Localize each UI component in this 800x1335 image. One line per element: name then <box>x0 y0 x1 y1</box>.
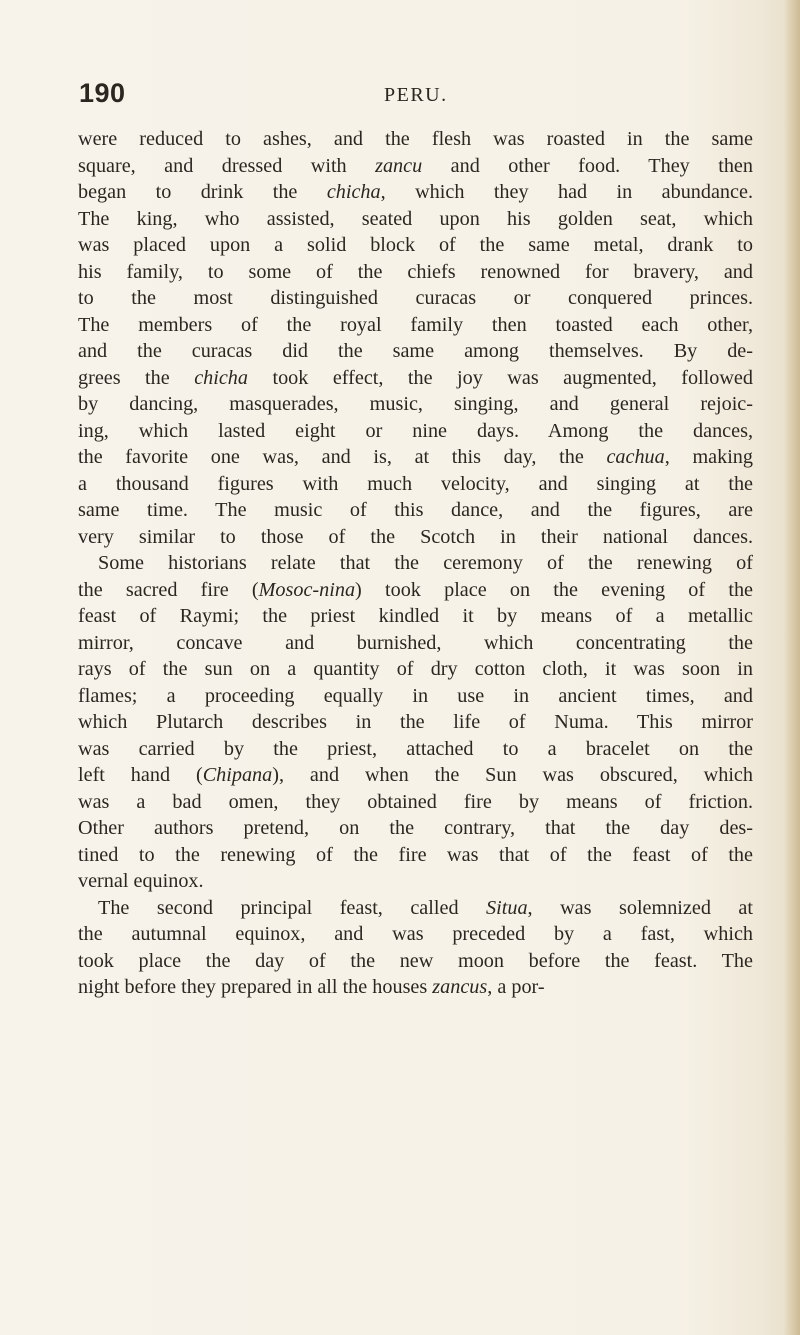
running-head: PERU. <box>384 84 448 106</box>
text-line <box>78 577 753 604</box>
text-run: vernal equinox. <box>78 870 204 892</box>
text-run: tined to the renewing of the fire was that of the feast of the <box>78 843 753 866</box>
text-run: same time. The music of this dance, and the figures, are <box>78 499 753 521</box>
text-line <box>78 656 753 683</box>
text-run: which Plutarch describes in the life of Numa. This mirror <box>78 711 753 733</box>
text-run: , was solemnized at <box>527 896 753 919</box>
text-run: ing, which lasted eight or nine days. Among the dances, <box>78 419 753 442</box>
italic-term: zancus <box>432 976 488 998</box>
text-run: left hand ( <box>78 764 203 786</box>
text-run: The king, who assisted, seated upon his golden seat, which <box>78 207 753 230</box>
text-line <box>78 550 753 577</box>
italic-term: chicha <box>326 181 381 203</box>
text-line <box>78 948 753 975</box>
text-run: and the curacas did the same among themselves. By de- <box>78 340 753 362</box>
page-header <box>0 78 800 118</box>
text-line <box>78 285 753 312</box>
text-line <box>78 524 753 551</box>
text-run: rays of the sun on a quantity of dry cotton cloth, it was soon in <box>78 658 753 680</box>
text-run: were reduced to ashes, and the flesh was roasted in the same <box>78 128 753 150</box>
text-line <box>78 312 753 339</box>
text-run: was carried by the priest, attached to a bracelet on the <box>78 737 753 760</box>
text-run: and other food. They then <box>422 154 753 177</box>
text-run: night before they prepared in all the houses <box>78 976 433 998</box>
text-line <box>78 497 753 524</box>
text-line <box>78 974 753 1001</box>
text-line <box>78 762 753 789</box>
text-run: to the most distinguished curacas or conquered princes. <box>78 287 753 309</box>
text-line <box>78 815 753 842</box>
text-line <box>78 418 753 445</box>
text-run: his family, to some of the chiefs renowned for bravery, and <box>78 260 753 283</box>
italic-term: chicha <box>194 366 248 389</box>
text-run: flames; a proceeding equally in use in ancient times, and <box>78 684 753 707</box>
text-run: mirror, concave and burnished, which concentrating the <box>78 631 753 654</box>
text-run: Some historians relate that the ceremony of the renewing of <box>98 552 753 574</box>
text-line <box>78 789 753 816</box>
text-line <box>78 842 753 869</box>
text-run: began to drink the <box>78 181 327 203</box>
text-line <box>78 868 753 895</box>
italic-term: Mosoc-nina <box>258 578 356 601</box>
text-run: , which they had in abundance. <box>380 181 753 203</box>
text-run: grees the <box>78 366 195 389</box>
text-run: Other authors pretend, on the contrary, that the day des- <box>78 817 753 839</box>
text-line <box>78 232 753 259</box>
text-run: a thousand figures with much velocity, and singing at the <box>78 472 753 495</box>
text-line <box>78 709 753 736</box>
text-run: the autumnal equinox, and was preceded by a fast, which <box>78 923 753 945</box>
text-line <box>78 206 753 233</box>
text-line <box>78 179 753 206</box>
text-run: square, and dressed with <box>78 154 376 177</box>
text-line <box>78 338 753 365</box>
body-text <box>78 126 753 1001</box>
italic-term: cachua <box>606 446 665 468</box>
text-run: very similar to those of the Scotch in their national dances. <box>78 525 753 548</box>
text-line <box>78 736 753 763</box>
italic-term: Situa <box>486 896 528 919</box>
text-run: , making <box>664 446 753 468</box>
text-line <box>78 471 753 498</box>
text-line <box>78 603 753 630</box>
text-run: the favorite one was, and is, at this day, the <box>78 446 607 468</box>
page-edge-shadow <box>784 0 800 1335</box>
text-line <box>78 391 753 418</box>
text-run: by dancing, masquerades, music, singing, and general rejoic- <box>78 393 753 415</box>
text-run: was a bad omen, they obtained fire by means of friction. <box>78 790 753 813</box>
text-line <box>78 895 753 922</box>
text-run: took place the day of the new moon before the feast. The <box>78 949 753 972</box>
text-line <box>78 153 753 180</box>
text-line <box>78 683 753 710</box>
text-run: feast of Raymi; the priest kindled it by means of a metallic <box>78 605 753 627</box>
text-line <box>78 630 753 657</box>
text-run: ) took place on the evening of the <box>355 578 753 601</box>
text-run: The members of the royal family then toasted each other, <box>78 313 753 336</box>
text-run: was placed upon a solid block of the same metal, drank to <box>78 234 753 256</box>
text-run: The second principal feast, called <box>98 896 487 919</box>
text-line <box>78 444 753 471</box>
italic-term: Chipana <box>202 764 273 786</box>
page-number: 190 <box>79 78 126 108</box>
text-run: the sacred fire ( <box>78 578 259 601</box>
text-run: , a por- <box>487 976 545 998</box>
text-run: took effect, the joy was augmented, followed <box>248 366 753 389</box>
text-line <box>78 259 753 286</box>
text-run: ), and when the Sun was obscured, which <box>272 764 753 786</box>
text-line <box>78 126 753 153</box>
italic-term: zancu <box>375 154 423 177</box>
text-line <box>78 365 753 392</box>
text-line <box>78 921 753 948</box>
